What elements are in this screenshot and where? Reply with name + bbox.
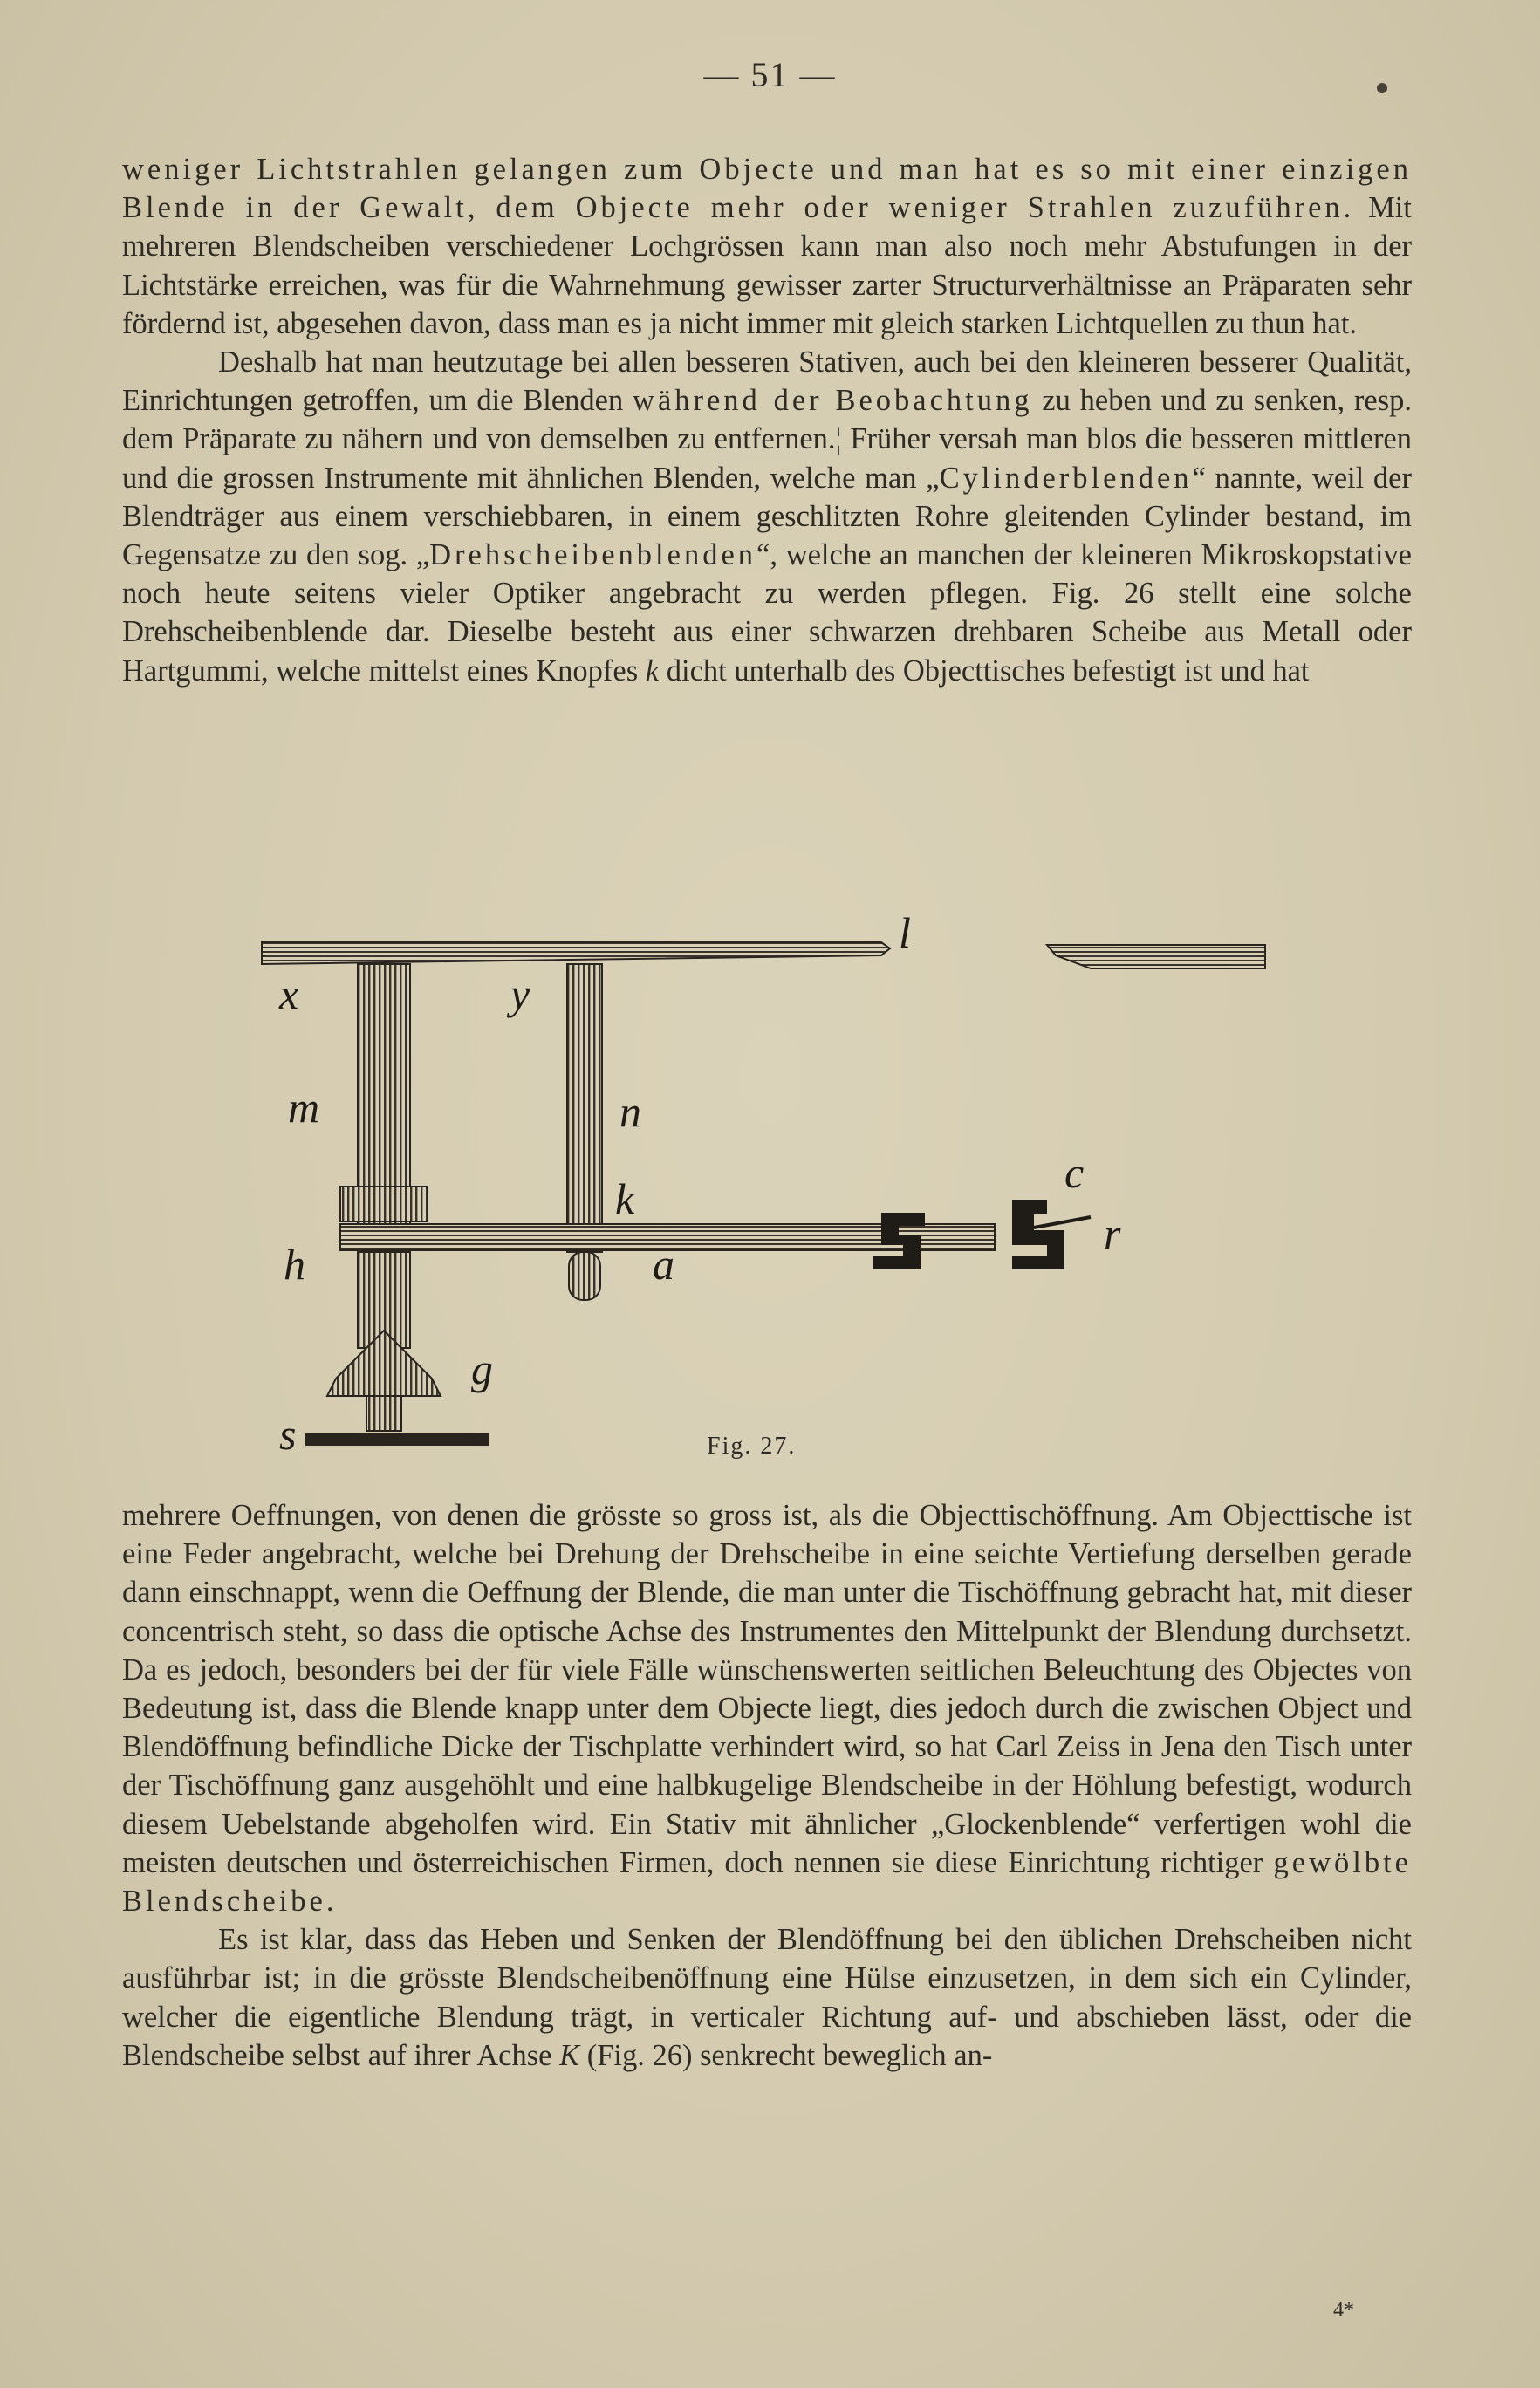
text-segment: K	[559, 2038, 580, 2072]
label-n: n	[619, 1087, 641, 1136]
paragraph-4	[122, 1920, 1412, 2075]
label-a: a	[653, 1240, 674, 1289]
spaced-emphasis-text: Drehscheibenblenden	[429, 538, 757, 572]
spaced-emphasis-text: weniger Lichtstrahlen gelangen zum Objecte und man hat es so mit einer einzigen Blende in der Gewalt, dem Objecte mehr oder weniger Strahlen zuzuführen.	[122, 153, 1412, 225]
knob-a	[569, 1252, 600, 1300]
label-x: x	[279, 969, 299, 1018]
stage-plate-left	[262, 942, 890, 964]
base-stem-s	[366, 1396, 401, 1431]
text-segment: Deshalb hat man heutzutage bei allen besseren Stativen, auch bei den kleineren besserer Qualität, Einrichtungen getroffen, um die Blenden	[122, 346, 1412, 418]
label-k: k	[615, 1174, 635, 1223]
text-segment: “, welche an manchen der kleineren Mikroskopstative noch heute seitens vieler Optiker angebracht zu werden pflegen. Fig. 26 stellt eine solche Drehscheibenblende dar. Dieselbe besteht aus einer schwarzen drehbaren Scheibe aus Metall oder Hartgummi, welche mittelst eines Knopfes	[122, 538, 1412, 688]
figure-caption: Fig. 27.	[707, 1433, 797, 1460]
column-n	[567, 964, 602, 1252]
ink-spot	[1377, 83, 1387, 93]
paragraph-2	[122, 343, 1412, 690]
stage-plate-right	[1047, 945, 1265, 968]
paragraph-3	[122, 1496, 1412, 1920]
label-h: h	[284, 1240, 305, 1289]
label-g: g	[471, 1345, 493, 1393]
label-r: r	[1104, 1209, 1121, 1258]
label-m: m	[288, 1083, 320, 1132]
page-number: — 51 —	[703, 55, 837, 94]
screw-pointer	[1034, 1217, 1091, 1228]
body-text-bottom	[122, 1496, 1412, 2075]
screw-piece-cr	[1012, 1200, 1064, 1269]
base-plate-s	[305, 1433, 489, 1446]
diaphragm-apparatus-illustration	[253, 920, 1300, 1479]
spaced-emphasis-text: Cylinderblenden	[939, 461, 1193, 495]
signature-mark: 4*	[1333, 2299, 1354, 2322]
text-segment: k	[645, 653, 660, 688]
figure-27	[253, 908, 1300, 1479]
text-segment: Es ist klar, dass das Heben und Senken der Blendöffnung bei den üblichen Drehscheiben nicht ausführbar ist; in die grösste Blendscheibenöffnung eine Hülse einzusetzen, in dem sich ein Cylinder, welcher die eigentliche Blendung trägt, in verticaler Richtung auf- und abschieben lässt, oder die Blendscheibe selbst auf ihrer Achse	[122, 1923, 1412, 2072]
text-segment: mehrere Oeffnungen, von denen die grösste so gross ist, als die Objecttischöffnung. Am Objecttische ist eine Feder angebracht, welche bei Drehung der Drehscheibe in eine seichte Vertiefung derselben gerade dann einschnappt, wenn die Oeffnung der Blende, die man unter die Tischöffnung gebracht hat, mit dieser concentrisch steht, so dass die optische Achse des Instrumentes den Mittelpunkt der Blendung durchsetzt. Da es jedoch, besonders bei der für viele Fälle wünschenswerten seitlichen Beleuchtung des Objectes von Bedeutung ist, dass die Blende knapp unter dem Objecte liegt, dies jedoch durch die zwischen Object und Blendöffnung befindliche Dicke der Tischplatte verhindert wird, so hat Carl Zeiss in Jena den Tisch unter der Tischöffnung ganz ausgehöhlt und eine halbkugelige Blendscheibe in der Höhlung befestigt, wodurch diesem Uebelstande abgeholfen wird. Ein Stativ mit ähnlicher „Glockenblende“ verfertigen wohl die meisten deutschen und österreichischen Firmen, doch nennen sie diese Einrichtung richtiger	[122, 1499, 1412, 1879]
text-segment: (Fig. 26) senkrecht beweglich an-	[579, 2038, 993, 2072]
text-segment: “ nannte, weil der Blendträger aus einem verschiebbaren, in einem geschlitzten Rohre gleitenden Cylinder bestand, im Gegensatze zu den sog. „	[122, 461, 1412, 572]
label-l: l	[899, 908, 911, 957]
body-text-top	[122, 150, 1412, 690]
spaced-emphasis-text: während der Beobachtung	[633, 384, 1033, 418]
label-y: y	[510, 969, 530, 1018]
text-segment: dicht unterhalb des Objecttisches befestigt ist und hat	[659, 653, 1310, 688]
label-s: s	[279, 1410, 297, 1459]
label-c: c	[1064, 1148, 1085, 1197]
spaced-emphasis-text: gewölbte Blendscheibe	[122, 1845, 1412, 1919]
collar-h	[340, 1187, 428, 1221]
paragraph-1	[122, 150, 1412, 343]
text-segment: .	[325, 1885, 334, 1919]
text-segment: zu heben und zu senken, resp. dem Präparate zu nähern und von demselben zu entfernen.¦ Früher versah man blos die besseren mittleren und die grossen Instrumente mit ähnlichen Blenden, welche man „	[122, 384, 1413, 495]
text-segment: Mit mehreren Blendscheiben verschiedener Lochgrössen kann man also noch mehr Abstufungen in der Lichtstärke erreichen, was für die Wahrnehmung gewisser zarter Structurverhältnisse an Präparaten sehr fördernd ist, abgesehen davon, dass man es ja nicht immer mit gleich starken Lichtquellen zu thun hat.	[122, 191, 1412, 340]
cone-g	[327, 1331, 441, 1396]
